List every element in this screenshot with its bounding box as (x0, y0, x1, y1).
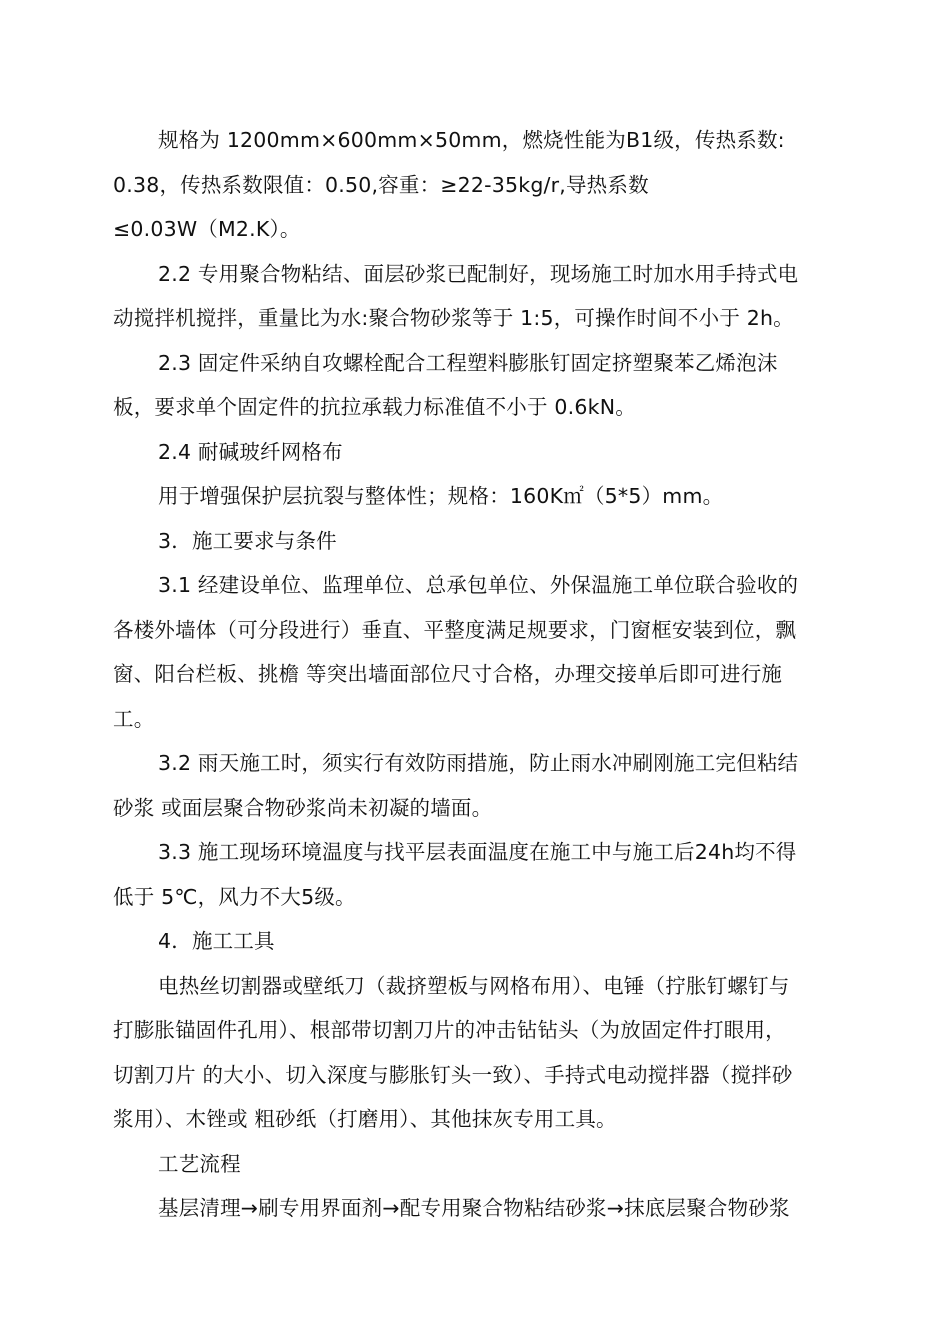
paragraph-section-2-2 (113, 252, 863, 341)
text-line: 打膨胀锚固件孔用）、根部带切割刀片的冲击钻钻头（为放固定件打眼用， (113, 1018, 786, 1042)
text-line: 3.3 施工现场环境温度与找平层表面温度在施工中与施工后24h均不得 (158, 840, 797, 864)
text-line: 砂浆 或面层聚合物砂浆尚未初凝的墙面。 (113, 795, 493, 820)
paragraph-section-2-4-body (113, 474, 863, 519)
paragraph-section-4-body (113, 964, 863, 1142)
heading-section-4 (113, 919, 863, 964)
text-line: 规格为 1200mm×600mm×50mm，燃烧性能为B1级，传热系数: (158, 128, 785, 152)
text-line: 低于 5℃，风力不大5级。 (113, 884, 356, 909)
text-line: 工。 (113, 706, 155, 731)
text-line: 2.3 固定件采纳自攻螺栓配合工程塑料膨胀钉固定挤塑聚苯乙烯泡沫 (158, 350, 778, 375)
paragraph-section-3-1 (113, 563, 863, 741)
text-line: 4．施工工具 (158, 929, 275, 953)
text-line: 3.2 雨天施工时，须实行有效防雨措施，防止雨水冲刷刚施工完但粘结 (158, 751, 799, 775)
text-line: 动搅拌机搅拌，重量比为水:聚合物砂浆等于 1:5，可操作时间不小于 2h。 (113, 306, 794, 330)
text-line: 2.4 耐碱玻纤网格布 (158, 439, 343, 464)
text-line: 工艺流程 (158, 1151, 241, 1176)
text-line: 窗、阳台栏板、挑檐 等突出墙面部位尺寸合格，办理交接单后即可进行施 (113, 662, 783, 686)
text-line: 2.2 专用聚合物粘结、面层砂浆已配制好，现场施工时加水用手持式电 (158, 261, 799, 286)
paragraph-section-2-3 (113, 341, 863, 430)
paragraph-section-3-3 (113, 830, 863, 919)
text-line: 0.38，传热系数限值：0.50,容重：≥22-35kg/r,导热系数 (113, 172, 649, 197)
paragraph-section-3-2 (113, 741, 863, 830)
text-line: 用于增强保护层抗裂与整体性；规格：160K㎡（5*5）mm。 (158, 484, 724, 508)
text-line: 浆用）、木锉或 粗砂纸（打磨用）、其他抹灰专用工具。 (113, 1107, 617, 1131)
paragraph-process-flow (113, 1186, 863, 1231)
heading-process-flow (113, 1142, 863, 1187)
document-body (113, 118, 863, 1231)
text-line: 3.1 经建设单位、监理单位、总承包单位、外保温施工单位联合验收的 (158, 573, 799, 597)
text-line: 电热丝切割器或壁纸刀（裁挤塑板与网格布用）、电锤（拧胀钉螺钉与 (158, 973, 790, 998)
heading-section-3 (113, 519, 863, 564)
paragraph-spec (113, 118, 863, 252)
text-line: 各楼外墙体（可分段进行）垂直、平整度满足规要求，门窗框安装到位，飘 (113, 617, 797, 642)
text-line: 3．施工要求与条件 (158, 528, 337, 553)
text-line: 基层清理→刷专用界面剂→配专用聚合物粘结砂浆→抹底层聚合物砂浆 (158, 1196, 790, 1220)
text-line: ≤0.03W（M2.K）。 (113, 217, 301, 241)
text-line: 切割刀片 的大小、切入深度与膨胀钉头一致）、手持式电动搅拌器（搅拌砂 (113, 1062, 793, 1087)
heading-section-2-4 (113, 430, 863, 475)
text-line: 板，要求单个固定件的抗拉承载力标准值不小于 0.6kN。 (113, 395, 636, 419)
